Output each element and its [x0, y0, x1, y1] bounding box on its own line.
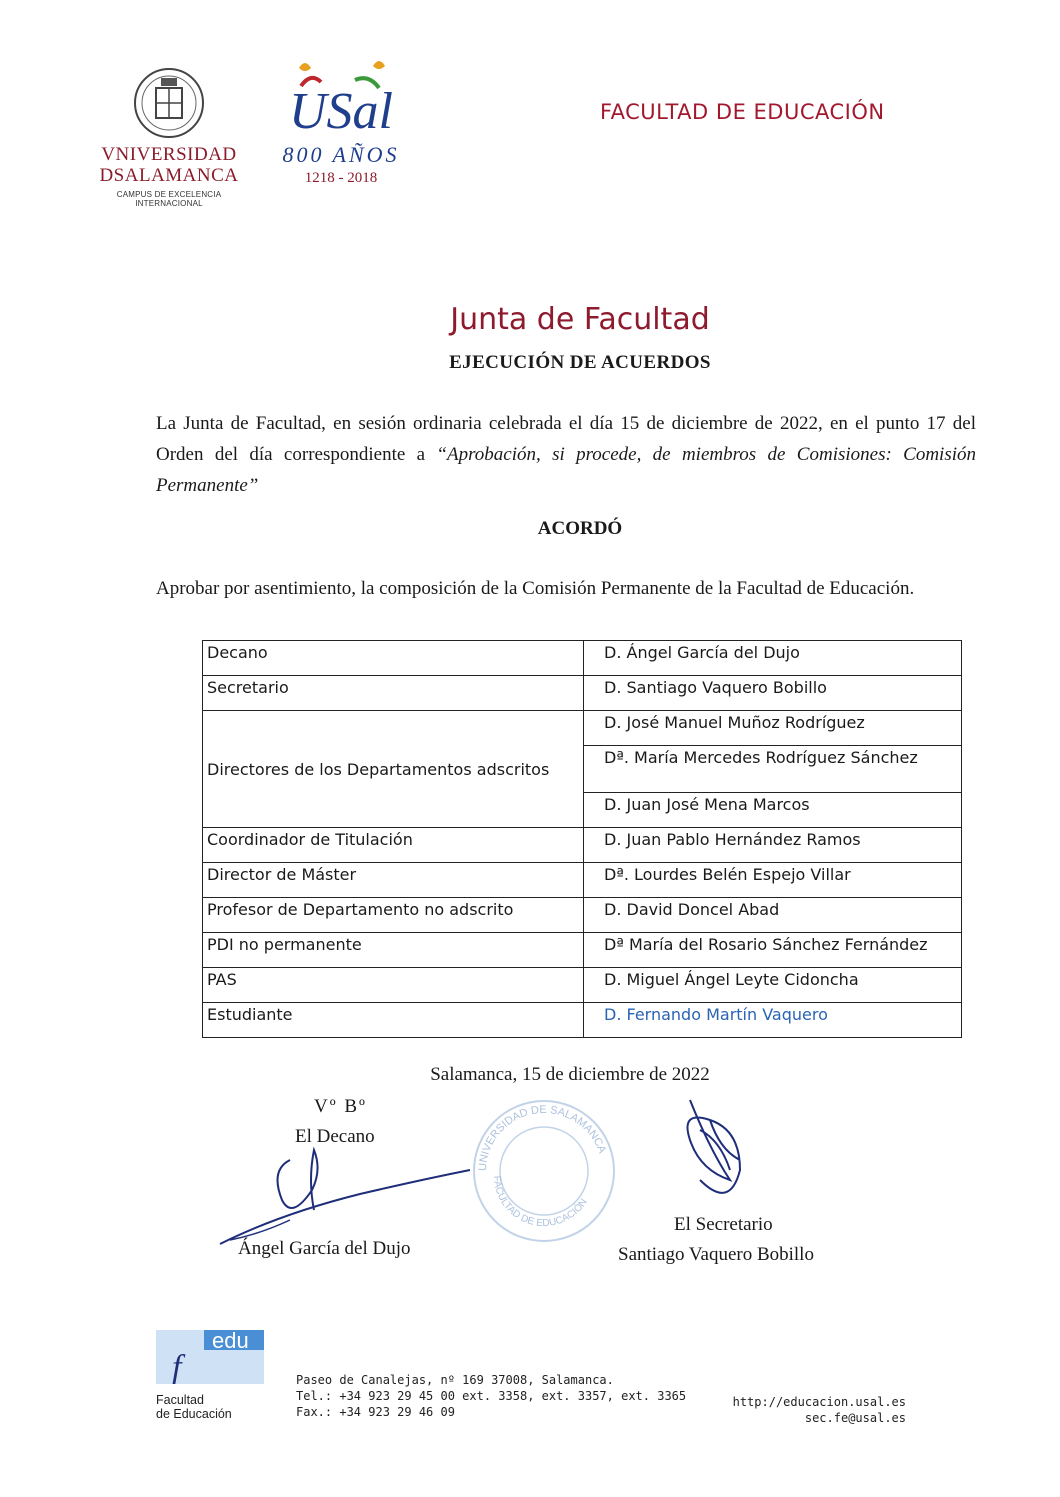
table-row — [203, 676, 962, 711]
faculty-footer-logo — [156, 1330, 266, 1421]
anniversary-mark-text: USal — [289, 83, 393, 140]
composition-table — [202, 640, 962, 1038]
agreed-heading: ACORDÓ — [537, 518, 623, 539]
footer-logo-label-line2: de Educación — [156, 1407, 232, 1421]
table-row — [203, 1003, 962, 1038]
member-cell: D. David Doncel Abad — [584, 898, 962, 933]
address-line2: Tel.: +34 923 29 45 00 ext. 3358, ext. 3357, ext. 3365 — [296, 1389, 687, 1403]
svg-text:UNIVERSIDAD DE SALAMANCA — [477, 1104, 608, 1171]
vobo-label: Vº Bº — [314, 1096, 367, 1117]
document-title: Junta de Facultad — [450, 302, 710, 337]
decano-label: El Decano — [295, 1126, 375, 1147]
email-link[interactable]: sec.fe@usal.es — [804, 1411, 906, 1425]
role-cell: PDI no permanente — [203, 933, 584, 968]
university-campus: CAMPUS DE EXCELENCIA INTERNACIONAL — [116, 190, 222, 208]
secretario-signature — [660, 1090, 770, 1220]
member-cell: Dª. María Mercedes Rodríguez Sánchez — [584, 746, 962, 793]
role-cell: Coordinador de Titulación — [203, 828, 584, 863]
role-cell: PAS — [203, 968, 584, 1003]
member-cell: D. Fernando Martín Vaquero — [584, 1003, 962, 1038]
university-name-line1: VNIVERSIDAD — [101, 144, 237, 165]
table-row — [203, 711, 962, 746]
edu-logo-letter: f — [172, 1349, 182, 1384]
role-cell: Directores de los Departamentos adscritos — [203, 711, 584, 828]
member-cell: D. Juan José Mena Marcos — [584, 793, 962, 828]
role-cell: Secretario — [203, 676, 584, 711]
stamp-text-bottom: FACULTAD DE EDUCACIÓN — [490, 1175, 590, 1230]
member-cell: D. José Manuel Muñoz Rodríguez — [584, 711, 962, 746]
address-line3: Fax.: +34 923 29 46 09 — [296, 1405, 455, 1419]
role-cell: Profesor de Departamento no adscrito — [203, 898, 584, 933]
intro-quote: “Aprobación, si procede, de miembros de Comisiones: Comisión Permanente” — [156, 444, 976, 496]
member-cell: Dª María del Rosario Sánchez Fernández — [584, 933, 962, 968]
table-row — [203, 828, 962, 863]
address-line1: Paseo de Canalejas, nº 169 37008, Salamanca. — [296, 1373, 614, 1387]
member-cell: D. Santiago Vaquero Bobillo — [584, 676, 962, 711]
website-link[interactable]: http://educacion.usal.es — [732, 1395, 906, 1409]
table-row — [203, 863, 962, 898]
role-cell: Decano — [203, 641, 584, 676]
table-row — [203, 933, 962, 968]
document-subtitle: EJECUCIÓN DE ACUERDOS — [449, 352, 711, 373]
secretario-name: Santiago Vaquero Bobillo — [618, 1244, 814, 1265]
university-crest-icon — [132, 66, 206, 140]
resolution-paragraph: Aprobar por asentimiento, la composición de la Comisión Permanente de la Facultad de Educación. — [156, 578, 915, 599]
footer-address — [296, 1372, 686, 1420]
anniversary-years: 800 AÑOS — [282, 142, 400, 167]
edu-logo-icon — [156, 1330, 264, 1384]
member-cell: Dª. Lourdes Belén Espejo Villar — [584, 863, 962, 898]
decano-name: Ángel García del Dujo — [238, 1238, 411, 1259]
table-row — [203, 968, 962, 1003]
anniversary-range: 1218 - 2018 — [304, 170, 378, 186]
secretario-label: El Secretario — [674, 1214, 773, 1235]
place-date: Salamanca, 15 de diciembre de 2022 — [430, 1064, 710, 1085]
anniversary-logo — [276, 56, 406, 187]
university-name-line2: DSALAMANCA — [99, 165, 239, 186]
member-cell: D. Juan Pablo Hernández Ramos — [584, 828, 962, 863]
member-cell: D. Ángel García del Dujo — [584, 641, 962, 676]
intro-text: La Junta de Facultad, en sesión ordinaria celebrada el día 15 de diciembre de 2022, en el punto 17 del Orden del día correspondiente a — [156, 413, 976, 465]
table-row — [203, 898, 962, 933]
faculty-header: FACULTAD DE EDUCACIÓN — [600, 100, 885, 124]
university-logo — [84, 66, 254, 208]
edu-logo-text: edu — [212, 1330, 249, 1353]
usal-anniversary-mark — [281, 56, 401, 146]
role-cell: Director de Máster — [203, 863, 584, 898]
role-cell: Estudiante — [203, 1003, 584, 1038]
member-cell: D. Miguel Ángel Leyte Cidoncha — [584, 968, 962, 1003]
footer-contact — [733, 1394, 906, 1426]
intro-paragraph — [156, 408, 976, 501]
stamp-text-top: UNIVERSIDAD DE SALAMANCA — [476, 1103, 608, 1172]
footer-logo-label-line1: Facultad — [156, 1393, 204, 1407]
table-row — [203, 641, 962, 676]
